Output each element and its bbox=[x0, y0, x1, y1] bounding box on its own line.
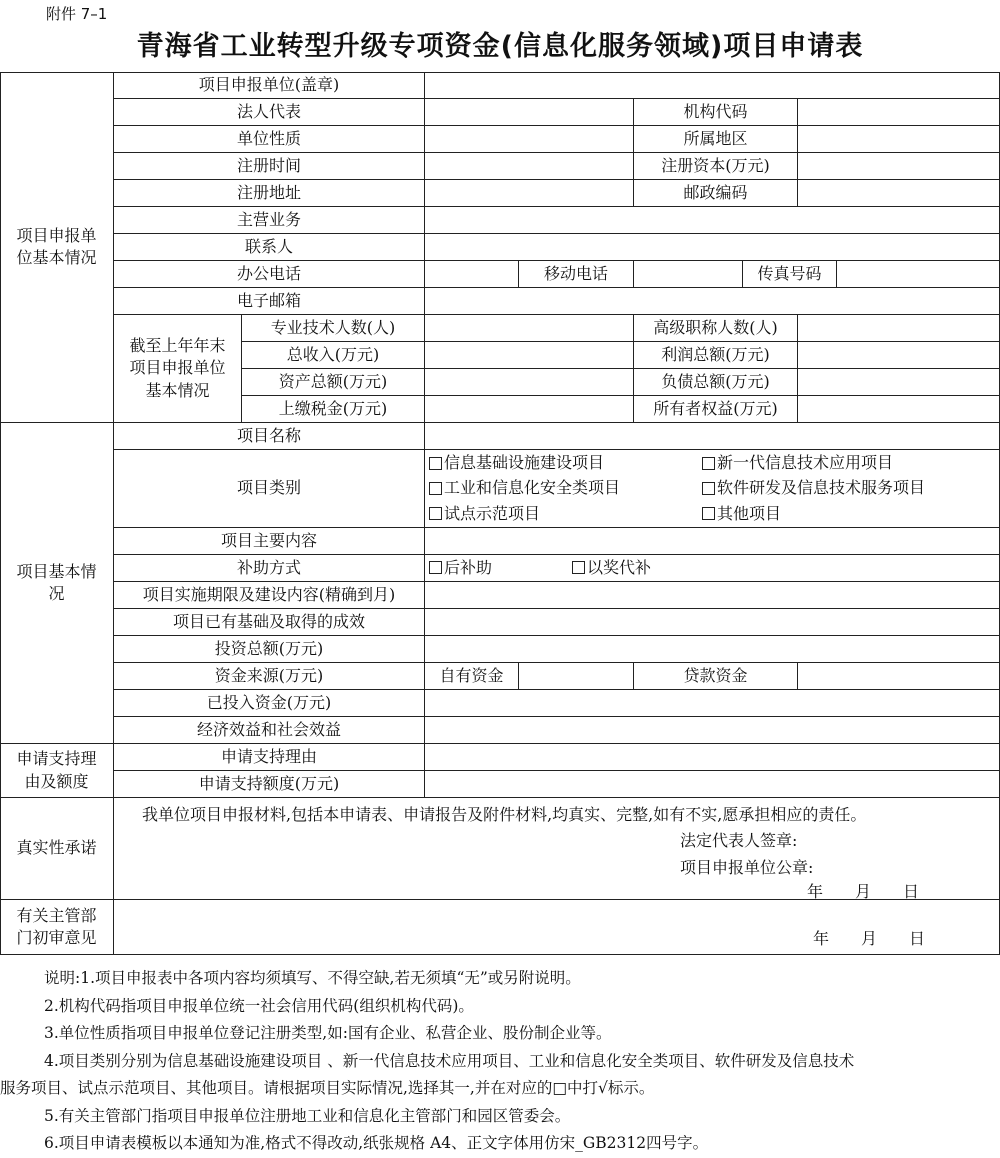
label-mobile: 移动电话 bbox=[519, 261, 634, 288]
label-invested: 已投入资金(万元) bbox=[114, 690, 425, 717]
field-revenue[interactable] bbox=[425, 342, 634, 369]
note-line: 服务项目、试点示范项目、其他项目。请根据项目实际情况,选择其一,并在对应的□中打√标示。 bbox=[0, 1079, 655, 1097]
label-assets: 资产总额(万元) bbox=[242, 369, 425, 396]
note-line: 3.单位性质指项目申报单位登记注册类型,如:国有企业、私营企业、股份制企业等。 bbox=[44, 1024, 612, 1042]
field-equity[interactable] bbox=[798, 396, 1000, 423]
checkbox-icon[interactable] bbox=[429, 457, 442, 470]
field-support-amount[interactable] bbox=[425, 771, 1000, 798]
category-option[interactable]: 试点示范项目 bbox=[429, 503, 540, 525]
label-year-end: 截至上年年末 项目申报单位 基本情况 bbox=[114, 315, 242, 423]
field-senior-staff[interactable] bbox=[798, 315, 1000, 342]
field-total-investment[interactable] bbox=[425, 636, 1000, 663]
field-mobile[interactable] bbox=[634, 261, 743, 288]
review-date bbox=[813, 928, 999, 954]
notes bbox=[0, 965, 1000, 1158]
checkbox-icon[interactable] bbox=[572, 561, 585, 574]
category-option[interactable]: 工业和信息化安全类项目 bbox=[429, 477, 620, 499]
field-reg-capital[interactable] bbox=[798, 153, 1000, 180]
note-line: 说明:1.项目申报表中各项内容均须填写、不得空缺,若无须填“无”或另附说明。 bbox=[44, 969, 581, 987]
note-line: 4.项目类别分别为信息基础设施建设项目 、新一代信息技术应用项目、工业和信息化安全类项目、软件研发及信息技术 bbox=[44, 1051, 855, 1070]
subsidy-option[interactable]: 后补助 bbox=[429, 557, 492, 579]
label-achievements: 项目已有基础及取得的成效 bbox=[114, 609, 425, 636]
checkbox-icon[interactable] bbox=[702, 482, 715, 495]
label-self-funds: 自有资金 bbox=[425, 663, 519, 690]
label-reg-capital: 注册资本(万元) bbox=[634, 153, 798, 180]
label-benefits: 经济效益和社会效益 bbox=[114, 717, 425, 744]
label-applicant: 项目申报单位(盖章) bbox=[114, 72, 425, 99]
promise-statement: 我单位项目申报材料,包括本申请表、申请报告及附件材料,均真实、完整,如有不实,愿承担相应的责任。 bbox=[142, 805, 867, 824]
label-liabilities: 负债总额(万元) bbox=[634, 369, 798, 396]
field-contact[interactable] bbox=[425, 234, 1000, 261]
label-tech-staff: 专业技术人数(人) bbox=[242, 315, 425, 342]
field-loan-funds[interactable] bbox=[798, 663, 1000, 690]
section-project-basic: 项目基本情 况 bbox=[0, 423, 114, 744]
note-line: 6.项目申请表模板以本通知为准,格式不得改动,纸张规格 A4、正文字体用仿宋_GB2312四号字。 bbox=[44, 1134, 709, 1152]
category-option[interactable]: 新一代信息技术应用项目 bbox=[702, 452, 893, 474]
field-invested[interactable] bbox=[425, 690, 1000, 717]
section-support: 申请支持理 由及额度 bbox=[0, 744, 114, 798]
field-email[interactable] bbox=[425, 288, 1000, 315]
field-project-name[interactable] bbox=[425, 423, 1000, 450]
label-period: 项目实施期限及建设内容(精确到月) bbox=[114, 582, 425, 609]
promise-date bbox=[120, 881, 993, 900]
field-self-funds[interactable] bbox=[519, 663, 634, 690]
checkbox-icon[interactable] bbox=[429, 507, 442, 520]
label-fax: 传真号码 bbox=[743, 261, 837, 288]
subsidy-options bbox=[425, 555, 1000, 582]
label-unit-nature: 单位性质 bbox=[114, 126, 425, 153]
application-form-table bbox=[0, 72, 1000, 955]
field-tax[interactable] bbox=[425, 396, 634, 423]
checkbox-icon[interactable] bbox=[429, 561, 442, 574]
review-opinion[interactable] bbox=[114, 900, 1000, 955]
label-project-name: 项目名称 bbox=[114, 423, 425, 450]
label-legal-rep: 法人代表 bbox=[114, 99, 425, 126]
field-reg-address[interactable] bbox=[425, 180, 634, 207]
label-tax: 上缴税金(万元) bbox=[242, 396, 425, 423]
note-line: 5.有关主管部门指项目申报单位注册地工业和信息化主管部门和园区管委会。 bbox=[44, 1106, 571, 1125]
date-day: 日 bbox=[908, 928, 925, 948]
date-day: 日 bbox=[902, 882, 919, 900]
label-loan-funds: 贷款资金 bbox=[634, 663, 798, 690]
label-support-reason: 申请支持理由 bbox=[114, 744, 425, 771]
label-region: 所属地区 bbox=[634, 126, 798, 153]
field-legal-rep[interactable] bbox=[425, 99, 634, 126]
label-main-content: 项目主要内容 bbox=[114, 528, 425, 555]
date-year: 年 bbox=[806, 882, 823, 900]
label-main-business: 主营业务 bbox=[114, 207, 425, 234]
label-profit: 利润总额(万元) bbox=[634, 342, 798, 369]
date-year: 年 bbox=[812, 928, 829, 948]
field-benefits[interactable] bbox=[425, 717, 1000, 744]
category-option[interactable]: 其他项目 bbox=[702, 503, 781, 525]
field-reg-time[interactable] bbox=[425, 153, 634, 180]
label-equity: 所有者权益(万元) bbox=[634, 396, 798, 423]
field-org-code[interactable] bbox=[798, 99, 1000, 126]
field-main-content[interactable] bbox=[425, 528, 1000, 555]
legal-rep-signature: 法定代表人签章: bbox=[680, 831, 798, 851]
label-contact: 联系人 bbox=[114, 234, 425, 261]
field-postcode[interactable] bbox=[798, 180, 1000, 207]
field-period[interactable] bbox=[425, 582, 1000, 609]
category-option[interactable]: 软件研发及信息技术服务项目 bbox=[702, 477, 925, 499]
field-tech-staff[interactable] bbox=[425, 315, 634, 342]
authenticity-promise bbox=[114, 798, 1000, 900]
annex-label: 附件 7–1 bbox=[46, 5, 108, 23]
section-authenticity: 真实性承诺 bbox=[0, 798, 114, 900]
label-subsidy: 补助方式 bbox=[114, 555, 425, 582]
label-office-phone: 办公电话 bbox=[114, 261, 425, 288]
field-applicant[interactable] bbox=[425, 72, 1000, 99]
label-fund-source: 资金来源(万元) bbox=[114, 663, 425, 690]
subsidy-option[interactable]: 以奖代补 bbox=[572, 557, 651, 579]
category-option[interactable]: 信息基础设施建设项目 bbox=[429, 452, 604, 474]
field-liabilities[interactable] bbox=[798, 369, 1000, 396]
date-month: 月 bbox=[860, 928, 877, 948]
unit-seal: 项目申报单位公章: bbox=[680, 857, 814, 877]
label-reg-time: 注册时间 bbox=[114, 153, 425, 180]
field-unit-nature[interactable] bbox=[425, 126, 634, 153]
note-line: 2.机构代码指项目申报单位统一社会信用代码(组织机构代码)。 bbox=[44, 996, 474, 1015]
label-total-investment: 投资总额(万元) bbox=[114, 636, 425, 663]
field-fax[interactable] bbox=[837, 261, 1000, 288]
checkbox-icon[interactable] bbox=[429, 482, 442, 495]
label-support-amount: 申请支持额度(万元) bbox=[114, 771, 425, 798]
field-main-business[interactable] bbox=[425, 207, 1000, 234]
label-senior-staff: 高级职称人数(人) bbox=[634, 315, 798, 342]
form-title: 青海省工业转型升级专项资金(信息化服务领域)项目申请表 bbox=[136, 31, 864, 62]
field-achievements[interactable] bbox=[425, 609, 1000, 636]
label-email: 电子邮箱 bbox=[114, 288, 425, 315]
date-month: 月 bbox=[854, 882, 871, 900]
label-reg-address: 注册地址 bbox=[114, 180, 425, 207]
field-office-phone[interactable] bbox=[425, 261, 519, 288]
field-support-reason[interactable] bbox=[425, 744, 1000, 771]
section-review: 有关主管部 门初审意见 bbox=[0, 900, 114, 955]
label-project-category: 项目类别 bbox=[114, 450, 425, 528]
label-org-code: 机构代码 bbox=[634, 99, 798, 126]
project-category-options bbox=[425, 450, 1000, 528]
label-postcode: 邮政编码 bbox=[634, 180, 798, 207]
checkbox-icon[interactable] bbox=[702, 507, 715, 520]
field-profit[interactable] bbox=[798, 342, 1000, 369]
label-revenue: 总收入(万元) bbox=[242, 342, 425, 369]
field-assets[interactable] bbox=[425, 369, 634, 396]
section-unit-basic: 项目申报单 位基本情况 bbox=[0, 72, 114, 423]
checkbox-icon[interactable] bbox=[702, 457, 715, 470]
field-region[interactable] bbox=[798, 126, 1000, 153]
